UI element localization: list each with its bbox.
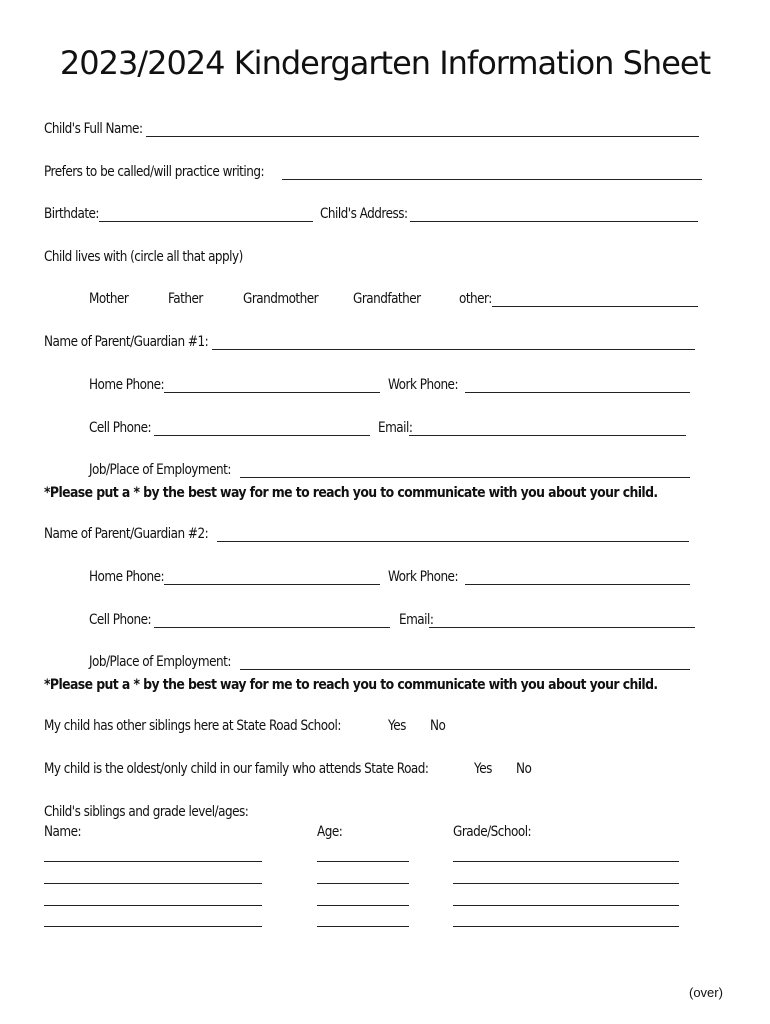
parent2-job-line[interactable] (240, 669, 690, 670)
child-full-name-line[interactable] (146, 136, 699, 137)
parent1-work-phone-label: Work Phone: (388, 377, 458, 393)
over-note: (over) (689, 985, 723, 1000)
col-age-header: Age: (317, 824, 343, 840)
q2-no-option[interactable]: No (516, 761, 532, 777)
parent2-email-line[interactable] (429, 627, 695, 628)
siblings-question-2: My child is the oldest/only child in our family who attends State Road: (44, 761, 429, 777)
col-grade-header: Grade/School: (453, 824, 532, 840)
option-father[interactable]: Father (168, 291, 203, 307)
sibling-grade-line[interactable] (453, 926, 679, 927)
q2-yes-option[interactable]: Yes (474, 761, 492, 777)
q1-no-option[interactable]: No (430, 718, 446, 734)
parent1-work-phone-line[interactable] (465, 392, 690, 393)
sibling-age-line[interactable] (317, 883, 409, 884)
parent1-home-phone-line[interactable] (164, 392, 380, 393)
parent1-cell-phone-label: Cell Phone: (89, 420, 152, 436)
parent2-work-phone-line[interactable] (465, 584, 690, 585)
parent2-cell-phone-line[interactable] (154, 627, 390, 628)
birthdate-line[interactable] (99, 221, 313, 222)
parent2-cell-phone-label: Cell Phone: (89, 612, 152, 628)
sibling-name-line[interactable] (44, 883, 262, 884)
sibling-name-line[interactable] (44, 905, 262, 906)
siblings-header: Child's siblings and grade level/ages: (44, 804, 249, 820)
parent1-email-line[interactable] (409, 435, 686, 436)
option-mother[interactable]: Mother (89, 291, 129, 307)
sibling-grade-line[interactable] (453, 905, 679, 906)
parent2-email-label: Email: (399, 612, 434, 628)
sibling-grade-line[interactable] (453, 883, 679, 884)
prefers-line[interactable] (282, 179, 702, 180)
parent1-job-line[interactable] (240, 477, 690, 478)
birthdate-label: Birthdate: (44, 206, 99, 222)
sibling-age-line[interactable] (317, 926, 409, 927)
option-grandmother[interactable]: Grandmother (243, 291, 319, 307)
parent1-note: *Please put a * by the best way for me to reach you to communicate with you about your child. (44, 485, 658, 501)
parent1-label: Name of Parent/Guardian #1: (44, 334, 209, 350)
parent1-job-label: Job/Place of Employment: (89, 462, 231, 478)
parent1-cell-phone-line[interactable] (154, 435, 370, 436)
sibling-grade-line[interactable] (453, 861, 679, 862)
option-grandfather[interactable]: Grandfather (353, 291, 421, 307)
sibling-age-line[interactable] (317, 905, 409, 906)
parent1-home-phone-label: Home Phone: (89, 377, 165, 393)
address-label: Child's Address: (320, 206, 408, 222)
parent2-job-label: Job/Place of Employment: (89, 654, 231, 670)
sibling-name-line[interactable] (44, 926, 262, 927)
parent2-home-phone-line[interactable] (164, 584, 380, 585)
address-line[interactable] (410, 221, 698, 222)
child-full-name-label: Child's Full Name: (44, 121, 143, 137)
parent2-work-phone-label: Work Phone: (388, 569, 458, 585)
other-line[interactable] (492, 306, 698, 307)
parent2-note: *Please put a * by the best way for me to reach you to communicate with you about your child. (44, 677, 658, 693)
col-name-header: Name: (44, 824, 82, 840)
prefers-label: Prefers to be called/will practice writing: (44, 164, 264, 180)
parent1-line[interactable] (212, 349, 695, 350)
option-other: other: (459, 291, 492, 307)
sibling-age-line[interactable] (317, 861, 409, 862)
q1-yes-option[interactable]: Yes (388, 718, 406, 734)
parent2-line[interactable] (217, 541, 689, 542)
parent2-label: Name of Parent/Guardian #2: (44, 526, 209, 542)
lives-with-label: Child lives with (circle all that apply) (44, 249, 243, 265)
page-title: 2023/2024 Kindergarten Information Sheet (59, 44, 711, 82)
sibling-name-line[interactable] (44, 861, 262, 862)
parent1-email-label: Email: (378, 420, 413, 436)
parent2-home-phone-label: Home Phone: (89, 569, 165, 585)
siblings-question-1: My child has other siblings here at State Road School: (44, 718, 341, 734)
